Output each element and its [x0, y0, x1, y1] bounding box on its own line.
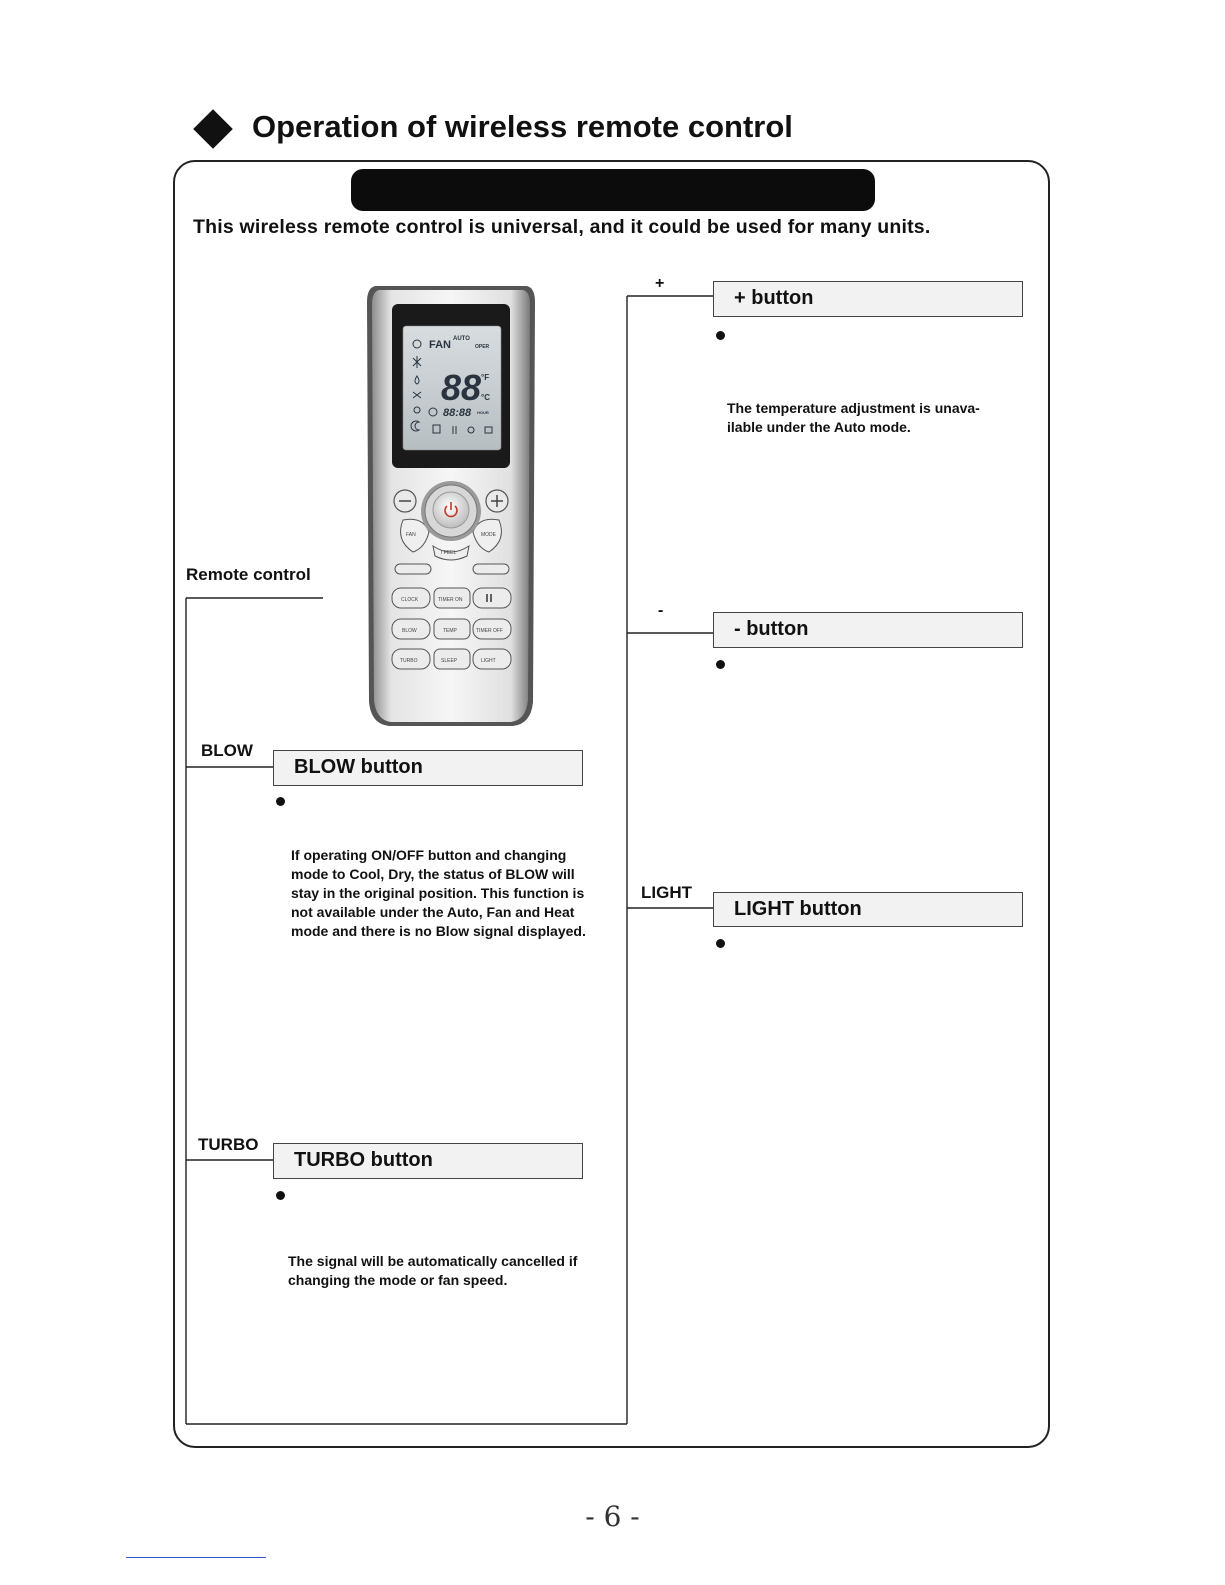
turbo-note: The signal will be automatically cancelled if changing the mode or fan speed.	[288, 1253, 578, 1288]
light-button-heading: LIGHT button	[713, 892, 1023, 927]
turbo-bullet	[276, 1191, 285, 1200]
minus-bullet	[716, 660, 725, 669]
remote-sleep-label: SLEEP	[441, 658, 458, 664]
page-title: Operation of wireless remote control	[252, 109, 793, 144]
remote-house-button	[473, 564, 509, 574]
blow-bullet	[276, 797, 285, 806]
lcd-temperature-digits: 88	[441, 367, 482, 408]
lcd-timer-digits: 88:88	[443, 407, 472, 419]
remote-ifeel-label: I FEEL	[441, 550, 457, 556]
remote-temp-label: TEMP	[443, 628, 457, 634]
plus-button-heading: + button	[713, 281, 1023, 317]
lcd-unit-c: °C	[481, 393, 490, 402]
lcd-auto-text: AUTO	[453, 336, 470, 342]
light-bullet	[716, 939, 725, 948]
remote-fan-label: FAN	[406, 532, 416, 538]
remote-swing-button	[395, 564, 431, 574]
minus-button-heading: - button	[713, 612, 1023, 648]
remote-timer-on-label: TIMER ON	[438, 597, 463, 603]
minus-callout: -	[658, 602, 664, 619]
lcd-unit-f: °F	[481, 373, 490, 382]
remote-clock-label: CLOCK	[401, 597, 419, 603]
lcd-fan-text: FAN	[429, 339, 451, 351]
remote-turbo-label: TURBO	[400, 658, 418, 664]
plus-note: The temperature adjustment is unava- ilable under the Auto mode.	[727, 400, 980, 435]
blow-note: If operating ON/OFF button and changing mode to Cool, Dry, the status of BLOW will stay in the original position. This function is not available under the Auto, Fan and Heat mode and there is no Blow signal displayed.	[291, 847, 586, 939]
remote-control-illustration	[363, 282, 539, 730]
light-callout: LIGHT	[641, 883, 692, 902]
plus-bullet	[716, 331, 725, 340]
remote-blow-label: BLOW	[402, 628, 417, 634]
plus-callout: +	[655, 275, 665, 292]
remote-timer-off-label: TIMER OFF	[476, 628, 503, 634]
turbo-callout: TURBO	[198, 1135, 259, 1154]
intro-text: This wireless remote control is universal, and it could be used for many units.	[193, 216, 931, 238]
blow-button-heading: BLOW button	[273, 750, 583, 786]
lcd-oper-text: OPER	[475, 344, 490, 350]
remote-light-label: LIGHT	[481, 658, 496, 664]
page-number: - 6 -	[585, 1500, 640, 1533]
remote-control-label: Remote control	[186, 565, 311, 584]
turbo-button-heading: TURBO button	[273, 1143, 583, 1179]
remote-mode-label: MODE	[481, 532, 496, 538]
lcd-hour-text: HOUR	[477, 410, 489, 415]
footer-rule	[126, 1557, 266, 1558]
blow-callout: BLOW	[201, 741, 253, 760]
